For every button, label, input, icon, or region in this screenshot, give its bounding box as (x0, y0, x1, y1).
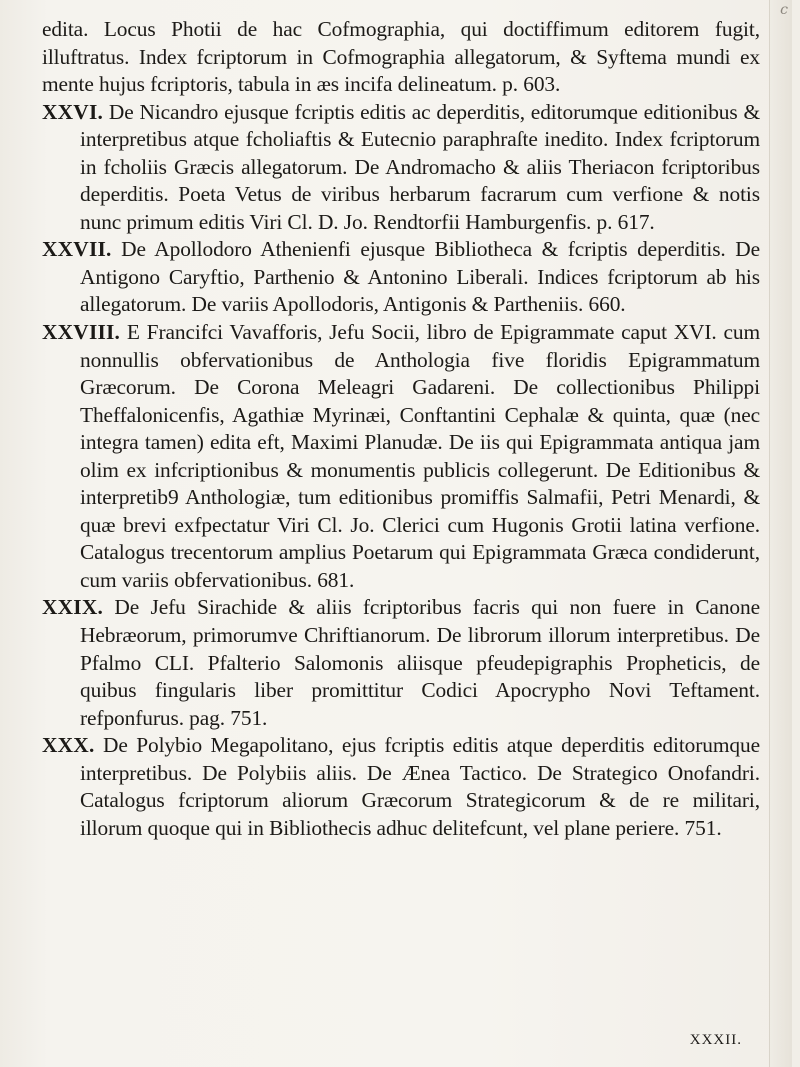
index-entry-xxvii (42, 236, 760, 319)
index-entry-xxvi (42, 99, 760, 237)
entry-number: XXVI. (42, 99, 104, 124)
entry-number: XXVIII. (42, 320, 121, 345)
entry-text: edita. Locus Photii de hac Cofmographia, qui doctiffimum editorem fugit, illuftratus. Index fcriptorum in Cofmographia allegatorum, & Syftema mundi ex mente hujus fcriptoris, tabula in æs incifa delineatum. p. 603. (42, 17, 760, 97)
index-entry-xxviii (42, 319, 760, 594)
catchword: XXXII. (689, 1032, 742, 1048)
index-entry-continuation (42, 16, 760, 99)
entry-number: XXIX. (42, 595, 104, 620)
entry-text: De Apollodoro Athenienfi ejusque Bibliotheca & fcriptis deperditis. De Antigono Caryftio, Parthenio & Antonino Liberali. Indices fcriptorum ab his allegatorum. De variis Apollodoris, Antigonis & Partheniis. 660. (80, 237, 760, 317)
entry-text: E Francifci Vavafforis, Jefu Socii, libro de Epigrammate caput XVI. cum nonnullis obfervationibus de Anthologia five floridis Epigrammatum Græcorum. De Corona Meleagri Gadareni. De collectionibus Philippi Theffalonicenfis, Agathiæ Myrinæi, Conftantini Cephalæ & quinta, quæ (nec integra tamen) edita eft, Maximi Planudæ. De iis qui Epigrammata antiqua jam olim ex infcriptionibus & monumentis publicis collegerunt. De Editionibus & interpretib9 Anthologiæ, tum editionibus promiffis Salmafii, Petri Menardi, & quæ brevi exfpectatur Viri Cl. Jo. Clerici cum Hugonis Grotii latina verfione. Catalogus trecentorum amplius Poetarum qui Epigrammata Græca condiderunt, cum variis obfervationibus. 681. (80, 320, 761, 592)
index-entry-xxx (42, 732, 760, 842)
corner-mark: c (780, 2, 788, 18)
entry-number: XXVII. (42, 237, 112, 262)
entry-number: XXX. (42, 733, 95, 758)
entry-text: De Polybio Megapolitano, ejus fcriptis editis atque deperditis editorumque interpretibus. De Polybiis aliis. De Ænea Tactico. De Strategico Onofandri. Catalogus fcriptorum aliorum Græcorum Strategicorum & de re militari, illorum quoque qui in Bibliothecis adhuc delitefcunt, vel plane periere. 751. (80, 733, 761, 840)
index-entry-xxix (42, 594, 760, 732)
page-fold (769, 0, 792, 1067)
entry-text: De Jefu Sirachide & aliis fcriptoribus facris qui non fuere in Canone Hebræorum, primorumve Chriftianorum. De librorum illorum interpretibus. De Pfalmo CLI. Pfalterio Salomonis aliisque pfeudepigraphis Propheticis, de quibus fingularis liber promittitur Codici Apocrypho Novi Teftament. refponfurus. pag. 751. (80, 595, 761, 730)
index-text-block (42, 16, 760, 842)
entry-text: De Nicandro ejusque fcriptis editis ac deperditis, editorumque editionibus & interpretibus atque fcholiaftis & Eutecnio paraphraſte inedito. Index fcriptorum in fcholiis Græcis allegatorum. De Andromacho & aliis Theriacon fcriptoribus deperditis. Poeta Vetus de viribus herbarum facrarum cum verfione & notis nunc primum editis Viri Cl. D. Jo. Rendtorfii Hamburgenfis. p. 617. (80, 99, 760, 234)
